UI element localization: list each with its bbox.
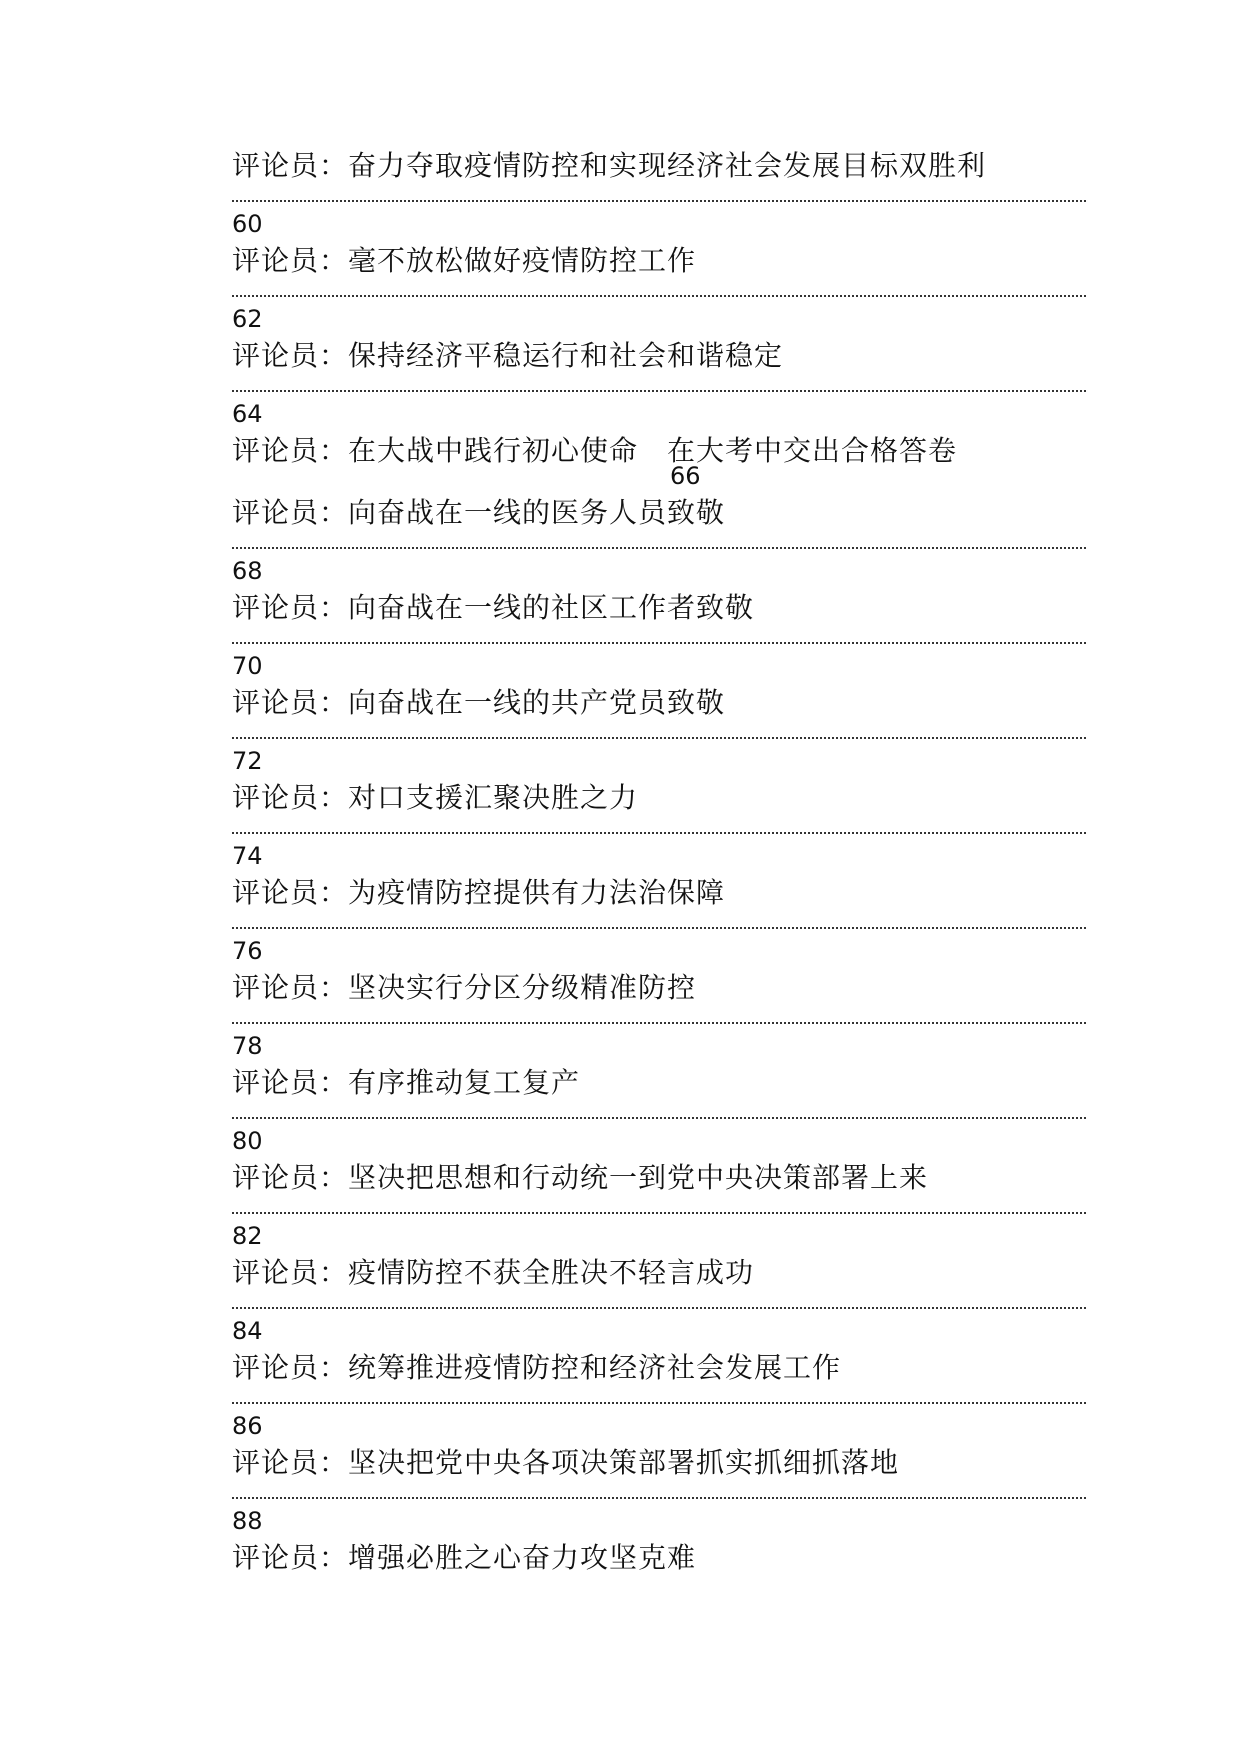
toc-entry[interactable] [232, 1445, 1086, 1539]
dot-leader [232, 1307, 1086, 1309]
toc-page-number: 74 [232, 842, 263, 870]
toc-entry-title: 评论员：向奋战在一线的社区工作者致敬 [232, 591, 755, 624]
toc-entry[interactable] [232, 1160, 1086, 1254]
toc-entry-title: 评论员：向奋战在一线的医务人员致敬 [232, 496, 726, 529]
toc-page-number: 64 [232, 400, 263, 428]
dot-leader [232, 295, 1086, 297]
toc-entry[interactable] [232, 1255, 1086, 1349]
toc-entry[interactable] [232, 338, 1086, 432]
dot-leader [232, 1022, 1086, 1024]
toc-page-number: 86 [232, 1412, 263, 1440]
toc-entry-title: 评论员：对口支援汇聚决胜之力 [232, 781, 639, 814]
toc-page-number: 88 [232, 1507, 263, 1535]
toc-entry-title: 评论员：毫不放松做好疫情防控工作 [232, 244, 697, 277]
toc-entry-title: 评论员：坚决实行分区分级精准防控 [232, 971, 697, 1004]
dot-leader [232, 390, 1086, 392]
toc-entry-title: 评论员：在大战中践行初心使命 在大考中交出合格答卷 [232, 434, 958, 467]
toc-entry-title: 评论员：坚决把党中央各项决策部署抓实抓细抓落地 [232, 1446, 900, 1479]
toc-entry-title: 评论员：为疫情防控提供有力法治保障 [232, 876, 726, 909]
toc-entry-title: 评论员：有序推动复工复产 [232, 1066, 581, 1099]
dot-leader [232, 547, 1086, 549]
toc-entry-title: 评论员：疫情防控不获全胜决不轻言成功 [232, 1256, 755, 1289]
toc-entry-title: 评论员：保持经济平稳运行和社会和谐稳定 [232, 339, 784, 372]
toc-page-number: 66 [670, 462, 701, 490]
dot-leader [232, 927, 1086, 929]
toc-page-number: 76 [232, 937, 263, 965]
dot-leader [232, 1117, 1086, 1119]
dot-leader [232, 832, 1086, 834]
toc-entry[interactable] [232, 970, 1086, 1064]
toc-entry[interactable] [232, 1540, 1086, 1634]
toc-page-number: 78 [232, 1032, 263, 1060]
dot-leader [232, 200, 1086, 202]
toc-page-number: 60 [232, 210, 263, 238]
toc-entry[interactable] [232, 590, 1086, 684]
toc-entry[interactable] [232, 875, 1086, 969]
toc-entry[interactable] [232, 495, 1086, 589]
toc-entry[interactable] [232, 1065, 1086, 1159]
toc-page-number: 72 [232, 747, 263, 775]
toc-page-number: 82 [232, 1222, 263, 1250]
toc-entry[interactable] [232, 243, 1086, 337]
toc-entry-title: 评论员：奋力夺取疫情防控和实现经济社会发展目标双胜利 [232, 149, 987, 182]
dot-leader [232, 1212, 1086, 1214]
toc-entry-title: 评论员：坚决把思想和行动统一到党中央决策部署上来 [232, 1161, 929, 1194]
toc-page-number: 62 [232, 305, 263, 333]
toc-entry-title: 评论员：向奋战在一线的共产党员致敬 [232, 686, 726, 719]
toc-page-number: 84 [232, 1317, 263, 1345]
toc-page-number: 68 [232, 557, 263, 585]
toc-entry[interactable] [232, 685, 1086, 779]
toc-entry[interactable] [232, 148, 1086, 242]
toc-page-number: 80 [232, 1127, 263, 1155]
toc-entry-title: 评论员：统筹推进疫情防控和经济社会发展工作 [232, 1351, 842, 1384]
dot-leader [232, 737, 1086, 739]
dot-leader [232, 1402, 1086, 1404]
dot-leader [232, 1497, 1086, 1499]
toc-page-number: 70 [232, 652, 263, 680]
toc-entry[interactable] [232, 1350, 1086, 1444]
toc-entry[interactable] [232, 780, 1086, 874]
dot-leader [232, 642, 1086, 644]
toc-entry-title: 评论员：增强必胜之心奋力攻坚克难 [232, 1541, 697, 1574]
